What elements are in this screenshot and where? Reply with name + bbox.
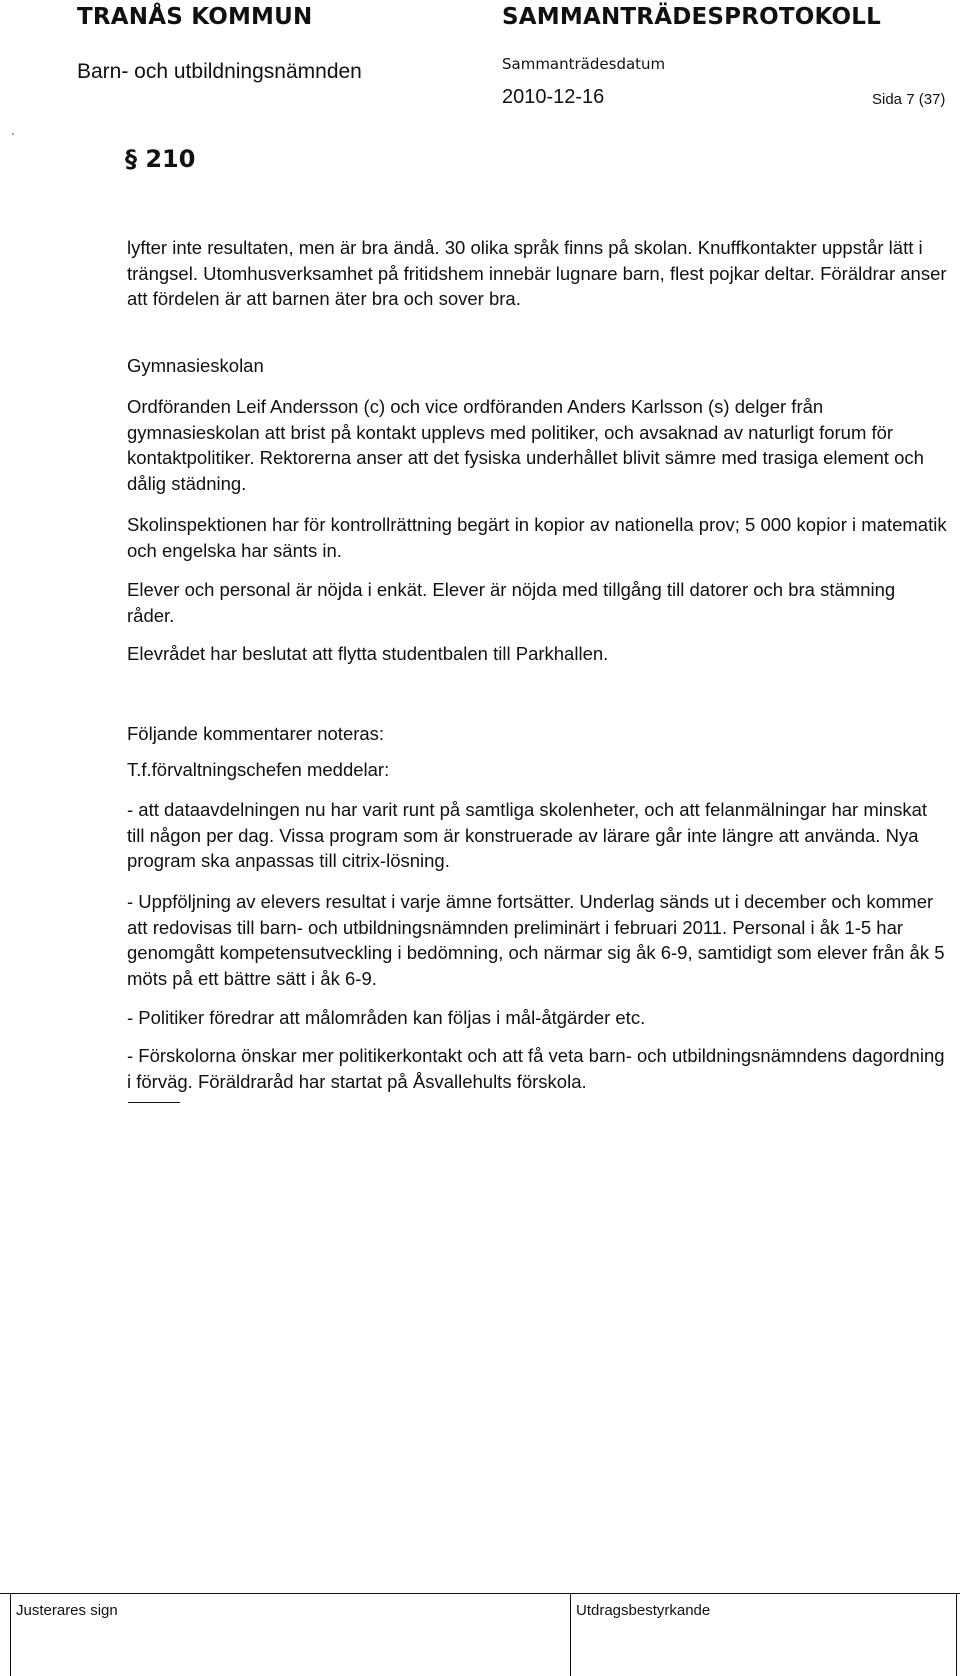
paragraph-text: Elever och personal är nöjda i enkät. Elever är nöjda med tillgång till datorer och bra stämning råder.	[127, 579, 896, 626]
section-number: § 210	[125, 145, 196, 173]
heading-text: T.f.förvaltningschefen meddelar:	[127, 759, 390, 780]
paragraph-text: - att dataavdelningen nu har varit runt på samtliga skolenheter, och att felanmälningar har minskat till någon per dag. Vissa program som är konstruerade av lärare går inte längre att använda. Nya program ska anpassas till citrix-lösning.	[127, 799, 928, 871]
heading-text: Gymnasieskolan	[127, 355, 264, 376]
margin-mark: '	[12, 132, 14, 143]
meeting-date: 2010-12-16	[502, 86, 605, 108]
paragraph-text: - Förskolorna önskar mer politikerkontakt och att få veta barn- och utbildningsnämndens dagordning i förväg. Föräldraråd har startat på Åsvallehults förskola.	[127, 1045, 945, 1092]
paragraph-forskolorna	[127, 1043, 947, 1094]
paragraph-gymnasium	[127, 394, 947, 496]
paragraph-uppfoljning	[127, 889, 947, 991]
paragraph-text: Elevrådet har beslutat att flytta studentbalen till Parkhallen.	[127, 643, 609, 664]
document-type: SAMMANTRÄDESPROTOKOLL	[502, 4, 881, 30]
paragraph-politiker	[127, 1005, 947, 1031]
paragraph-text: - Uppföljning av elevers resultat i varje ämne fortsätter. Underlag sänds ut i december och kommer att redovisas till barn- och utbildningsnämnden preliminärt i februari 2011. Personal i åk 1-5 har genomgått kompetensutveckling i bedömning, och närmar sig åk 6-9, samtidigt som elever från åk 5 möts på ett bättre sätt i åk 6-9.	[127, 891, 945, 989]
date-label: Sammanträdesdatum	[502, 55, 666, 73]
heading-text: Följande kommentarer noteras:	[127, 723, 385, 744]
heading-kommentarer	[127, 721, 947, 747]
extract-certified-cell	[570, 1594, 957, 1676]
board-name: Barn- och utbildningsnämnden	[77, 60, 362, 83]
paragraph-dataavdelningen	[127, 797, 947, 874]
paragraph-enkat	[127, 577, 947, 628]
heading-gymnasieskolan	[127, 353, 947, 379]
paragraph-text: - Politiker föredrar att målområden kan följas i mål-åtgärder etc.	[127, 1007, 646, 1028]
reviewer-sign-label: Justerares sign	[16, 1602, 118, 1619]
reviewer-sign-cell	[10, 1594, 571, 1676]
municipality-name: TRANÅS KOMMUN	[77, 4, 313, 30]
extract-certified-label: Utdragsbestyrkande	[576, 1602, 711, 1619]
paragraph-text: lyfter inte resultaten, men är bra ändå. 30 olika språk finns på skolan. Knuffkontakter uppstår lätt i trängsel. Utomhusverksamhet på fritidshem innebär lugnare barn, flest pojkar deltar. Föräldrar anser att fördelen är att barnen äter bra och sover bra.	[127, 237, 947, 309]
signature-footer	[0, 1593, 960, 1676]
paragraph-intro	[127, 235, 947, 312]
page-number: Sida 7 (37)	[872, 91, 946, 108]
paragraph-text: Ordföranden Leif Andersson (c) och vice ordföranden Anders Karlsson (s) delger från gymnasieskolan att brist på kontakt upplevs med politiker, och avsaknad av naturligt forum för kontaktpolitiker. Rektorerna anser att det fysiska underhållet blivit sämre med trasiga element och dålig städning.	[127, 396, 924, 494]
end-rule	[128, 1102, 180, 1103]
heading-forvaltningschef	[127, 757, 947, 783]
paragraph-elevradet	[127, 641, 947, 667]
paragraph-skolinspektionen	[127, 512, 947, 563]
paragraph-text: Skolinspektionen har för kontrollrättning begärt in kopior av nationella prov; 5 000 kopior i matematik och engelska har sänts in.	[127, 514, 947, 561]
